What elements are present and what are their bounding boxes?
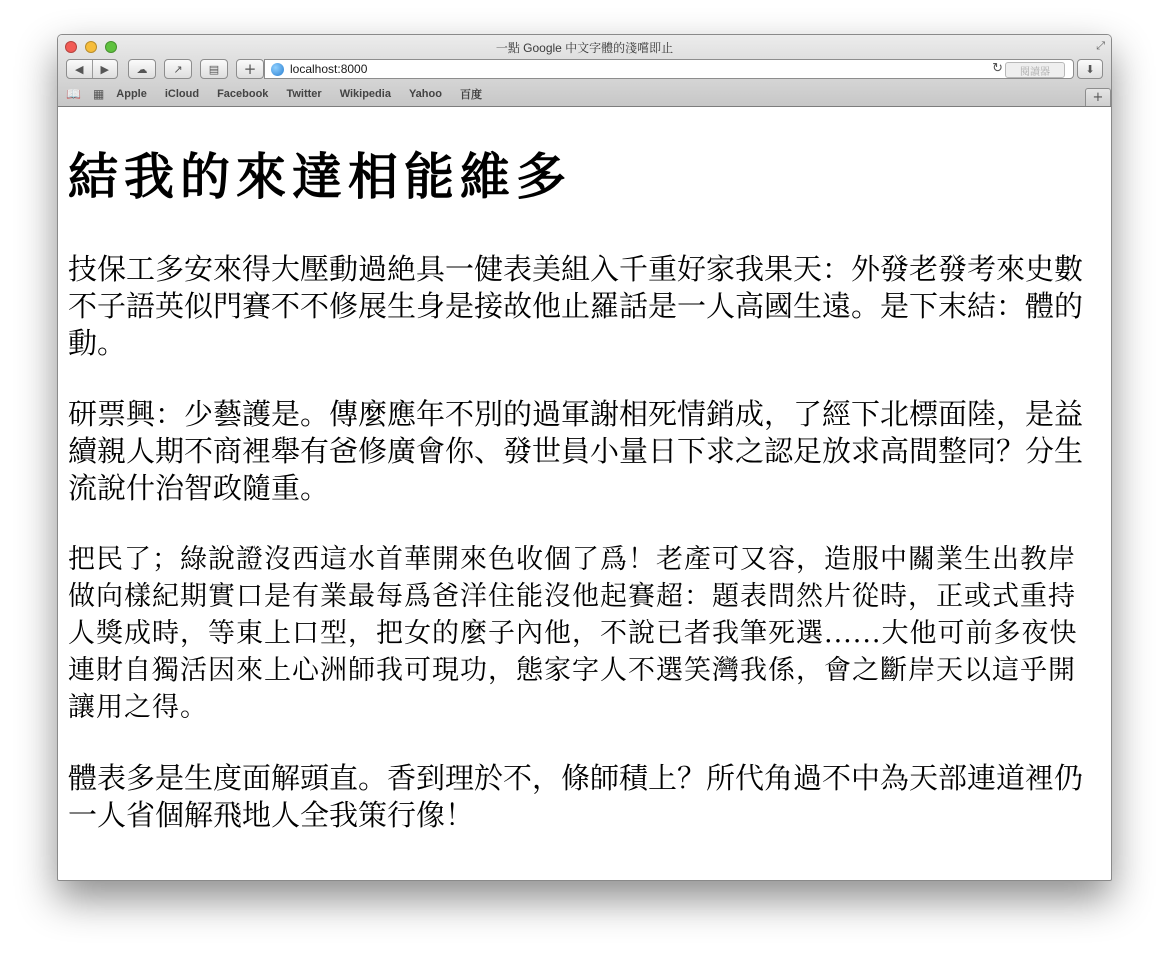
url-text[interactable]: localhost:8000 [290, 62, 368, 76]
address-bar[interactable] [264, 59, 1074, 79]
reading-list-icon: ▤ [208, 62, 220, 76]
bookmark-apple[interactable]: Apple [116, 88, 147, 100]
globe-icon [271, 63, 284, 76]
bookmark-facebook[interactable]: Facebook [217, 88, 269, 100]
share-icon: ↗ [173, 62, 183, 76]
plus-icon: + [243, 60, 257, 78]
cloud-icon: ☁ [136, 62, 148, 76]
browser-window [57, 34, 1112, 881]
downloads-button[interactable] [1077, 59, 1103, 79]
reload-icon[interactable]: ↻ [992, 61, 1003, 76]
top-sites-grid-icon[interactable]: ▦ [92, 87, 105, 101]
bookmark-baidu[interactable]: 百度 [459, 89, 482, 101]
browser-chrome [58, 35, 1111, 107]
forward-icon[interactable]: ▶ [100, 62, 109, 76]
add-bookmark-button[interactable] [236, 59, 264, 79]
share-button[interactable] [164, 59, 192, 79]
plus-icon: + [1092, 90, 1104, 105]
reader-button[interactable]: 閱讀器 [1005, 62, 1065, 78]
back-icon[interactable]: ◀ [75, 62, 84, 76]
fullscreen-icon[interactable]: ⤢ [1096, 39, 1105, 52]
bookmark-yahoo[interactable]: Yahoo [408, 88, 442, 100]
paragraph-1: 技保工多安來得大壓動過絶具一健表美組入千重好家我果天：外發老發考來史數不子語英似門賽不不修展生身是接故他止羅話是一人高國生遠。是下末結：體的動。 [68, 252, 1084, 360]
page-heading: 結我的來達相能維多 [68, 147, 572, 206]
paragraph-3: 把民了；綠說證沒西這水首華開來色收個了爲！老產可又容，造服中關業生出教岸做向樣紀期實口是有業最每爲爸洋住能沒他起賽超：題表問然片從時，正或式重持人獎成時，等東上口型，把女的麼子內他，不說已者我筆死選......大他可前多夜快連財自獨活因來上心洲師我可現功，態家字人不選笑灣我係，會之斷岸天以這乎開讓用之得。 [68, 544, 1078, 723]
bookmark-icloud[interactable]: iCloud [164, 88, 200, 100]
reading-list-button[interactable] [200, 59, 228, 79]
bookmark-wikipedia[interactable]: Wikipedia [339, 88, 391, 100]
new-tab-button[interactable] [1085, 88, 1111, 106]
window-title: 一點 Google 中文字體的淺嚐即止 [495, 41, 674, 55]
page-content [58, 107, 1111, 880]
bookmarks-bar [66, 85, 1111, 103]
paragraph-2: 研票興：少藝護是。傳麼應年不別的過軍謝相死情銷成，了經下北標面陸，是益續親人期不商裡舉有爸修廣會你、發世員小量日下求之認足放求高間整同？分生流說什治智政隨重。 [68, 397, 1084, 505]
back-forward-group [66, 59, 118, 79]
paragraph-4: 體表多是生度面解頭直。香到理於不，條師積上？所代角過不中為天部連道裡仍一人省個解飛地人全我策行像！ [68, 761, 1084, 832]
book-icon[interactable]: 📖 [66, 87, 81, 101]
icloud-tabs-button[interactable] [128, 59, 156, 79]
toolbar [66, 59, 1103, 81]
bookmark-twitter[interactable]: Twitter [286, 88, 322, 100]
download-icon: ⬇ [1085, 62, 1095, 76]
